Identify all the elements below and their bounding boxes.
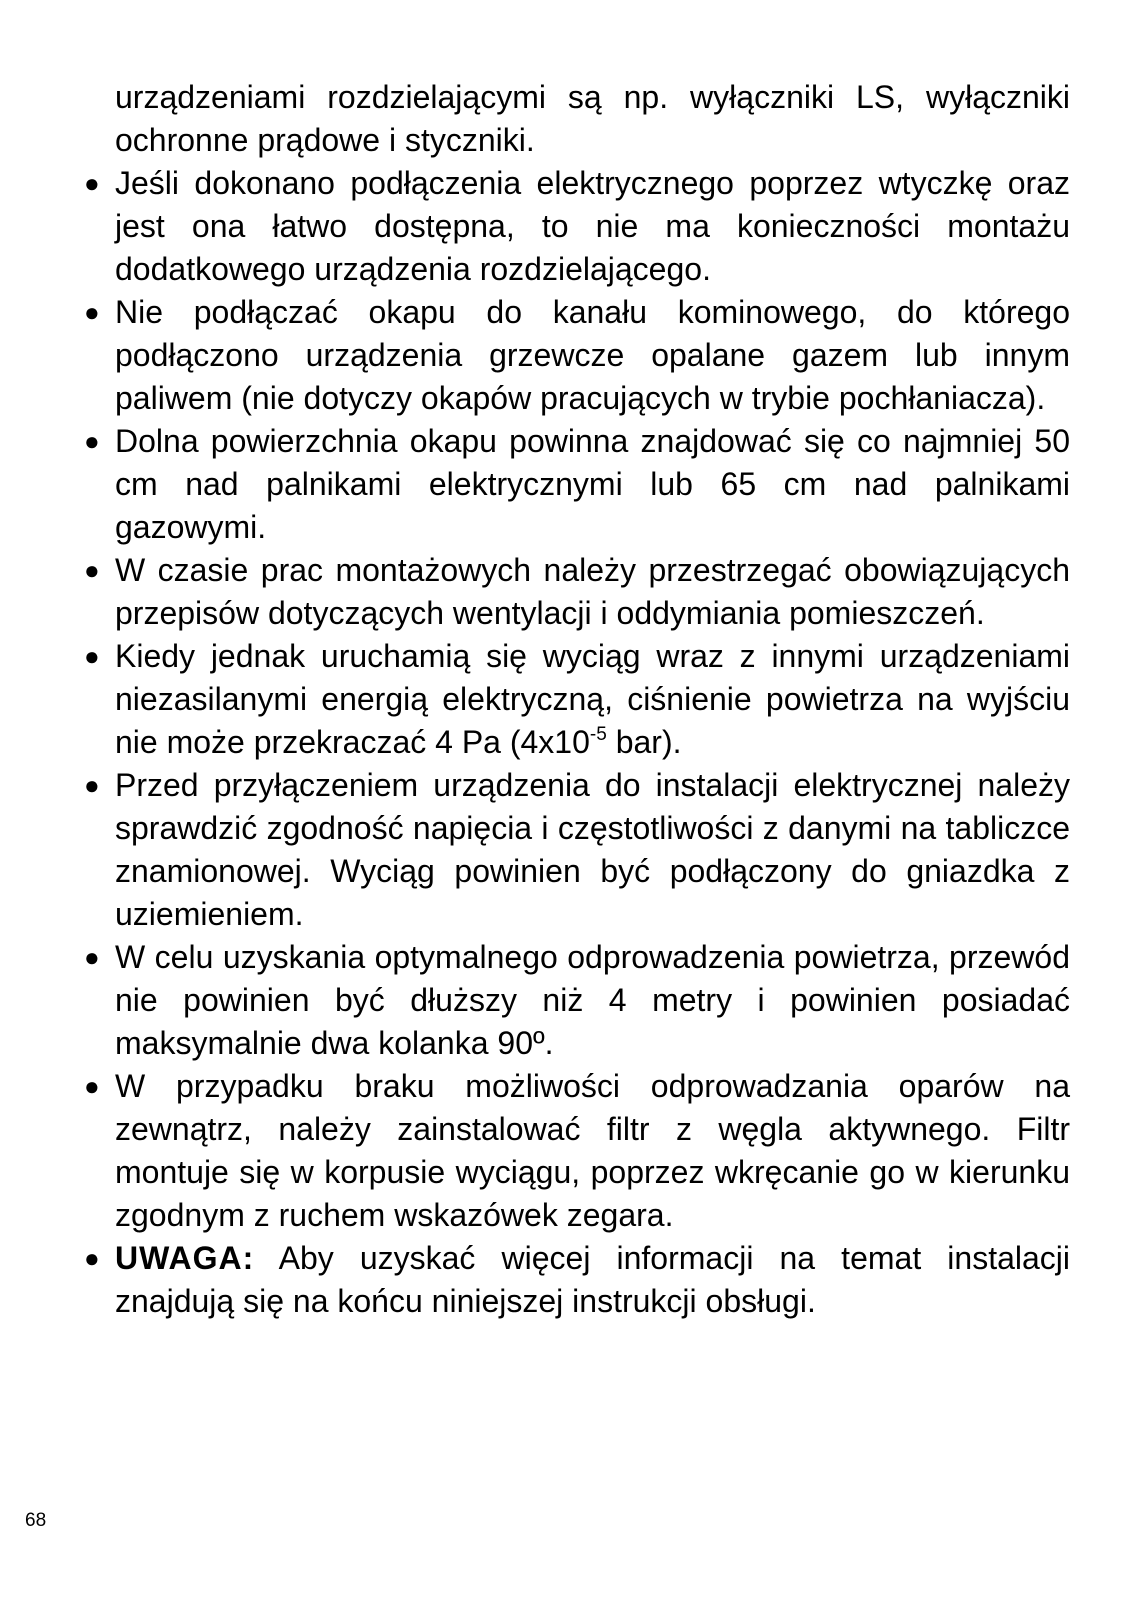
intro-paragraph: urządzeniami rozdzielającymi są np. wyłączniki LS, wyłączniki ochronne prądowe i styczniki. xyxy=(115,79,1070,158)
list-item xyxy=(84,420,1070,549)
list-item xyxy=(84,162,1070,291)
list-item xyxy=(84,764,1070,936)
pressure-text-before: Kiedy jednak uruchamią się wyciąg wraz z innymi urządzeniami niezasilanymi energią elektryczną, ciśnienie powietrza na wyjściu nie może przekraczać 4 Pa (4x10 xyxy=(115,638,1070,760)
bullet-icon: ● xyxy=(84,426,100,456)
list-item-text: W przypadku braku możliwości odprowadzania oparów na zewnątrz, należy zainstalować filtr z węgla aktywnego. Filtr montuje się w korpusie wyciągu, poprzez wkręcanie go w kierunku zgodnym z ruchem wskazówek zegara. xyxy=(115,1068,1070,1233)
list-item xyxy=(84,291,1070,420)
list-item xyxy=(84,549,1070,635)
list-item-text: W celu uzyskania optymalnego odprowadzenia powietrza, przewód nie powinien być dłuższy niż 4 metry i powinien posiadać maksymalnie dwa kolanka 90º. xyxy=(115,939,1070,1061)
list-item-text: Nie podłączać okapu do kanału kominowego, do którego podłączono urządzenia grzewcze opalane gazem lub innym paliwem (nie dotyczy okapów pracujących w trybie pochłaniacza). xyxy=(115,294,1070,416)
list-item-text xyxy=(115,638,1070,760)
list-item xyxy=(84,1237,1070,1323)
page-number: 68 xyxy=(25,1510,47,1531)
list-item-text: Jeśli dokonano podłączenia elektrycznego poprzez wtyczkę oraz jest ona łatwo dostępna, to nie ma konieczności montażu dodatkowego urządzenia rozdzielającego. xyxy=(115,165,1070,287)
bullet-icon: ● xyxy=(84,641,100,671)
list-item xyxy=(84,1065,1070,1237)
bullet-icon: ● xyxy=(84,770,100,800)
bullet-list xyxy=(0,162,1128,1323)
bullet-icon: ● xyxy=(84,942,100,972)
list-item-text: W czasie prac montażowych należy przestrzegać obowiązujących przepisów dotyczących wentylacji i oddymiania pomieszczeń. xyxy=(115,552,1070,631)
bullet-icon: ● xyxy=(84,1243,100,1273)
pressure-exponent: -5 xyxy=(589,724,607,745)
list-item-text xyxy=(115,1240,1070,1319)
warning-label: UWAGA: xyxy=(115,1240,255,1276)
warning-text: Aby uzyskać więcej informacji na temat instalacji znajdują się na końcu niniejszej instrukcji obsługi. xyxy=(115,1240,1070,1319)
bullet-icon: ● xyxy=(84,297,100,327)
list-item-text: Dolna powierzchnia okapu powinna znajdować się co najmniej 50 cm nad palnikami elektrycznymi lub 65 cm nad palnikami gazowymi. xyxy=(115,423,1070,545)
list-item xyxy=(84,635,1070,764)
pressure-text-after: bar). xyxy=(606,724,682,760)
bullet-icon: ● xyxy=(84,168,100,198)
list-item-text: Przed przyłączeniem urządzenia do instalacji elektrycznej należy sprawdzić zgodność napięcia i częstotliwości z danymi na tabliczce znamionowej. Wyciąg powinien być podłączony do gniazdka z uziemieniem. xyxy=(115,767,1070,932)
bullet-icon: ● xyxy=(84,1071,100,1101)
list-item xyxy=(84,936,1070,1065)
bullet-icon: ● xyxy=(84,555,100,585)
